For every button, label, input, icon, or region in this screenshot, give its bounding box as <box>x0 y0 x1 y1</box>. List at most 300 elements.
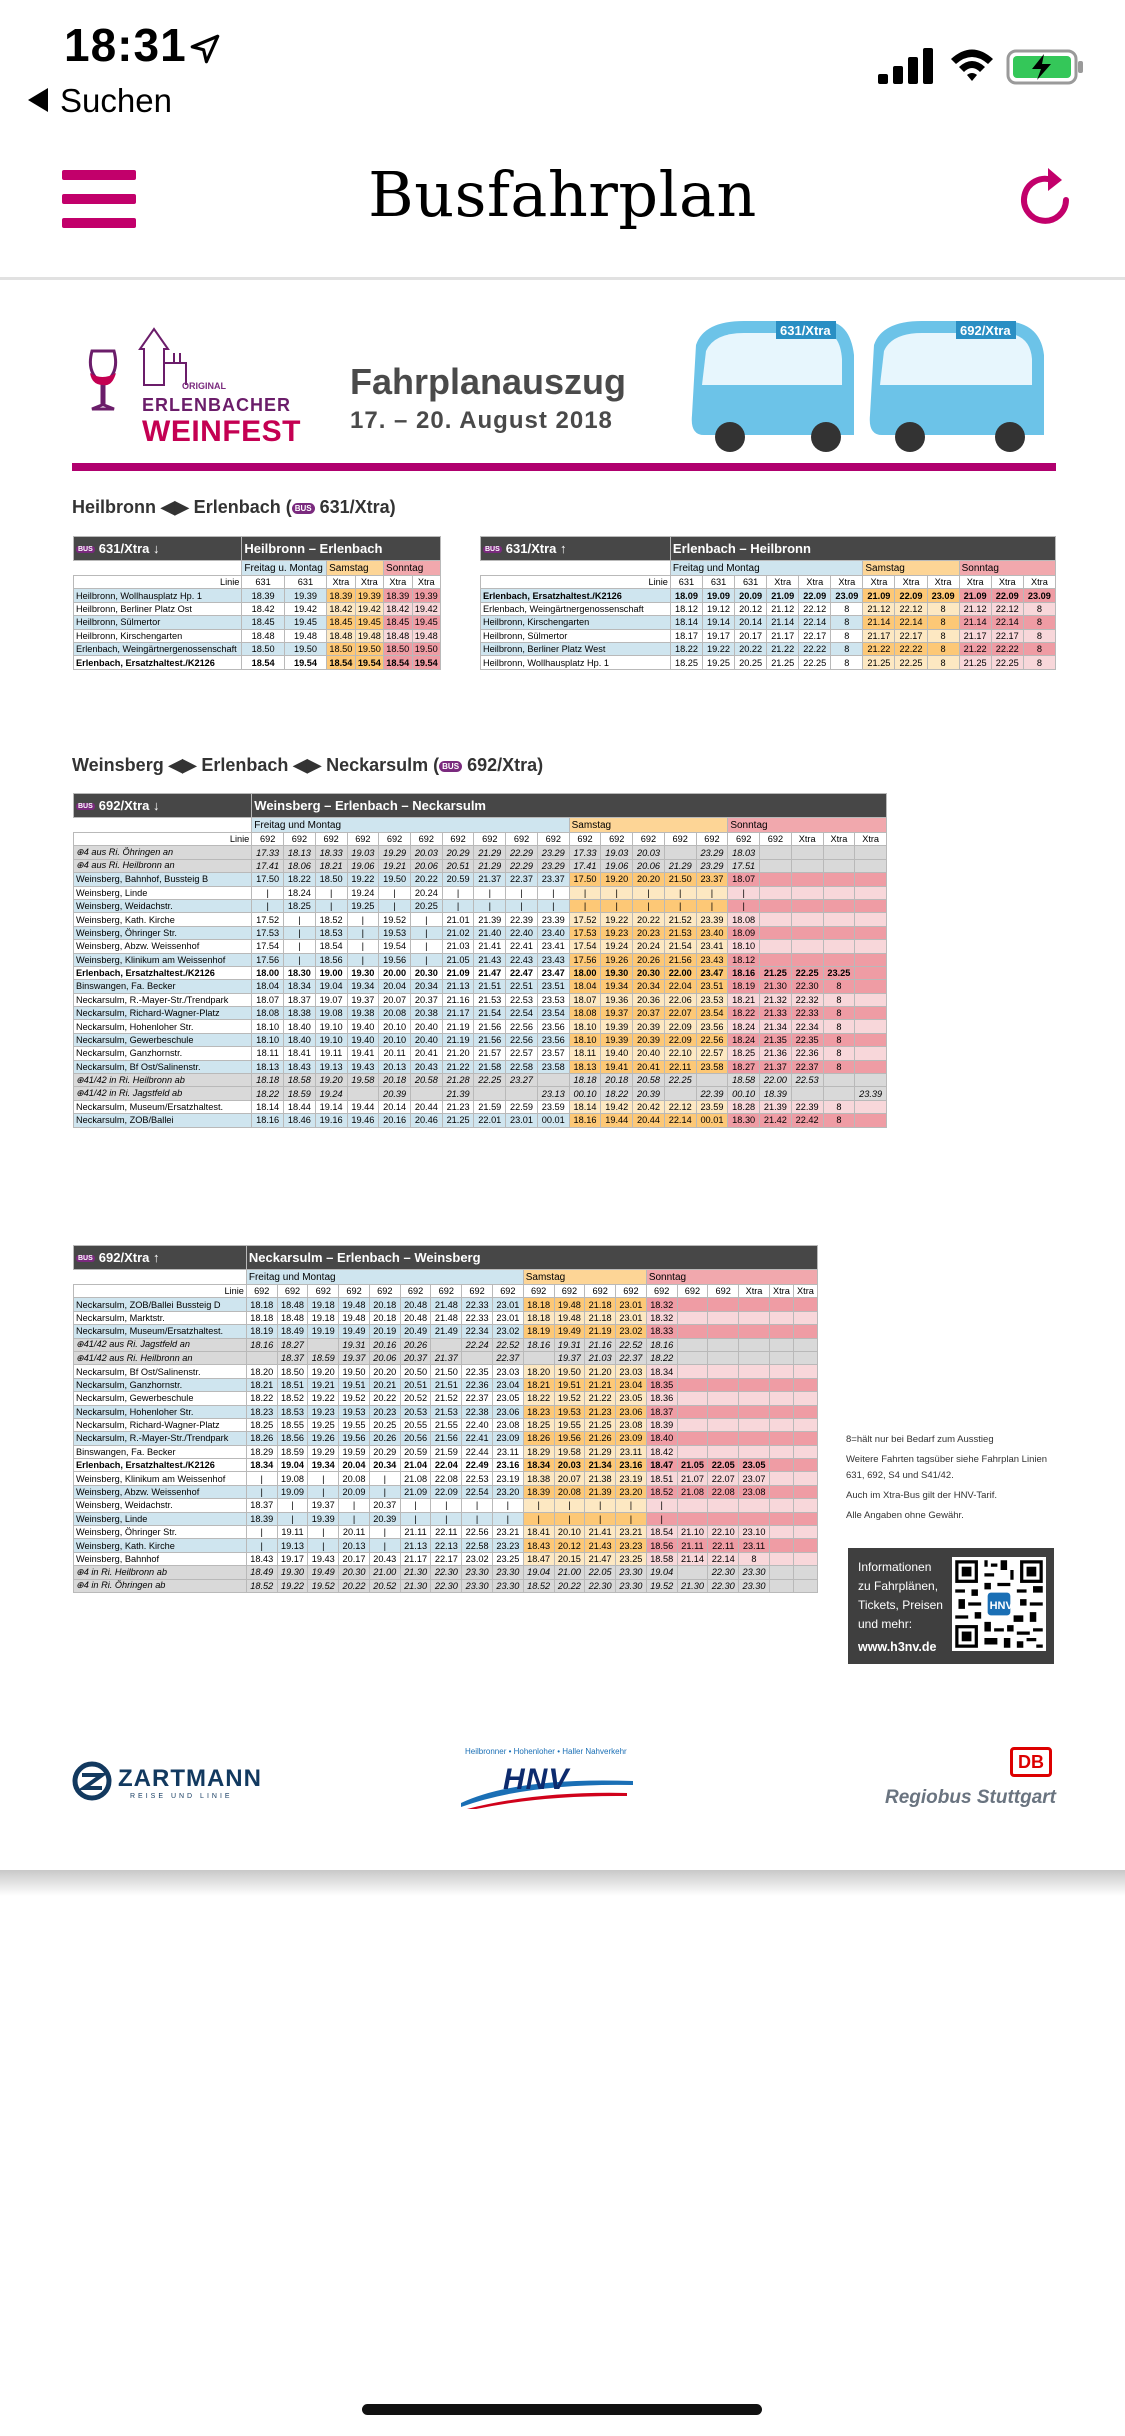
departure-time: 19.13 <box>315 1060 347 1073</box>
departure-time: 21.43 <box>585 1539 616 1552</box>
departure-time: 21.29 <box>474 846 506 859</box>
departure-time: 8 <box>927 602 959 615</box>
departure-time: 19.48 <box>339 1311 370 1324</box>
departure-time: 17.41 <box>569 859 601 872</box>
departure-time: 21.59 <box>474 1100 506 1113</box>
departure-time: 21.41 <box>585 1526 616 1539</box>
direction-label: Erlenbach – Heilbronn <box>670 537 1055 561</box>
table-row <box>74 1338 818 1351</box>
departure-time: 20.26 <box>369 1432 400 1445</box>
departure-time: 20.39 <box>633 1087 665 1100</box>
departure-time: 21.29 <box>585 1445 616 1458</box>
departure-time: 8 <box>739 1552 770 1565</box>
stop-name: Weinsberg, Abzw. Weissenhof <box>74 1485 247 1498</box>
departure-time: 21.52 <box>664 913 696 926</box>
line-number: Xtra <box>355 576 383 589</box>
departure-time: 18.24 <box>728 1020 760 1033</box>
service-day-label: Freitag und Montag <box>246 1270 523 1285</box>
table-row <box>74 1579 818 1592</box>
departure-time <box>708 1418 739 1431</box>
stop-name: Binswangen, Fa. Becker <box>74 1445 247 1458</box>
departure-time: 19.52 <box>554 1392 585 1405</box>
departure-time <box>739 1418 770 1431</box>
departure-time <box>793 1526 817 1539</box>
departure-time <box>769 1405 793 1418</box>
departure-time <box>823 953 855 966</box>
footnote: Auch im Xtra-Bus gilt der HNV-Tarif. <box>846 1490 997 1501</box>
departure-time: 19.04 <box>646 1566 677 1579</box>
wine-glass-icon <box>72 343 142 413</box>
departure-time <box>769 1432 793 1445</box>
table-row <box>74 1392 818 1405</box>
departure-time: 23.08 <box>616 1418 647 1431</box>
direction-label: Neckarsulm – Erlenbach – Weinsberg <box>246 1246 817 1270</box>
departure-time: 23.21 <box>492 1526 523 1539</box>
departure-time: 20.25 <box>735 656 767 669</box>
departure-time: 21.11 <box>677 1539 708 1552</box>
departure-time: 19.37 <box>554 1351 585 1364</box>
departure-time: 19.23 <box>308 1405 339 1418</box>
table-row <box>74 1325 818 1338</box>
departure-time: 18.00 <box>569 966 601 979</box>
departure-time: 21.34 <box>760 1020 792 1033</box>
departure-time: 22.07 <box>664 1007 696 1020</box>
departure-time: 22.53 <box>462 1472 493 1485</box>
departure-time: 19.56 <box>379 953 411 966</box>
departure-time: 20.07 <box>554 1472 585 1485</box>
departure-time <box>760 940 792 953</box>
departure-time: | <box>369 1539 400 1552</box>
departure-time: 20.16 <box>369 1338 400 1351</box>
departure-time: | <box>246 1485 277 1498</box>
table-row <box>74 1485 818 1498</box>
departure-time: 21.47 <box>585 1552 616 1565</box>
departure-time <box>769 1539 793 1552</box>
departure-time: 22.36 <box>791 1047 823 1060</box>
table-row <box>74 602 441 615</box>
departure-time: 21.03 <box>442 940 474 953</box>
departure-time <box>791 899 823 912</box>
departure-time: 18.16 <box>246 1338 277 1351</box>
departure-time: 21.58 <box>474 1060 506 1073</box>
departure-time: 22.24 <box>462 1338 493 1351</box>
timetable-document <box>0 285 1125 1885</box>
departure-time <box>793 1365 817 1378</box>
departure-time: 18.24 <box>728 1033 760 1046</box>
stop-name: Erlenbach, Ersatzhaltest./K2126 <box>74 656 242 669</box>
departure-time: 22.37 <box>616 1351 647 1364</box>
linie-label: Linie <box>481 576 671 589</box>
departure-time: 18.32 <box>646 1298 677 1311</box>
refresh-icon[interactable] <box>1016 166 1078 234</box>
line-number: Xtra <box>831 576 863 589</box>
departure-time: 21.35 <box>760 1033 792 1046</box>
departure-time: 19.14 <box>315 1100 347 1113</box>
departure-time: 23.57 <box>537 1047 569 1060</box>
departure-time: 22.17 <box>431 1552 462 1565</box>
table-row <box>74 993 887 1006</box>
stop-name: Weinsberg, Öhringer Str. <box>74 926 252 939</box>
departure-time: 21.56 <box>474 1033 506 1046</box>
departure-time: 20.20 <box>633 873 665 886</box>
departure-time: 20.51 <box>442 859 474 872</box>
departure-time: 18.32 <box>646 1311 677 1324</box>
departure-time: 19.21 <box>379 859 411 872</box>
table-row <box>74 1087 887 1100</box>
line-number: 692 <box>708 1285 739 1298</box>
departure-time: 20.11 <box>379 1047 411 1060</box>
departure-time: 21.25 <box>959 656 991 669</box>
departure-time: 18.48 <box>277 1311 308 1324</box>
departure-time: 20.25 <box>369 1418 400 1431</box>
line-number: 692 <box>569 833 601 846</box>
departure-time: 20.09 <box>735 589 767 602</box>
table-row <box>74 1499 818 1512</box>
departure-time: | <box>284 953 316 966</box>
departure-time: 23.21 <box>616 1526 647 1539</box>
departure-time <box>855 966 887 979</box>
line-number: Xtra <box>863 576 895 589</box>
departure-time: 21.16 <box>442 993 474 1006</box>
departure-time: 22.57 <box>696 1047 728 1060</box>
departure-time <box>708 1351 739 1364</box>
footnote: 8=hält nur bei Bedarf zum Ausstieg <box>846 1434 994 1445</box>
departure-time: 19.22 <box>277 1579 308 1592</box>
departure-time: 19.40 <box>347 1020 379 1033</box>
departure-time <box>855 899 887 912</box>
departure-time <box>537 1074 569 1087</box>
departure-time: 23.43 <box>696 953 728 966</box>
departure-time: 20.40 <box>633 1047 665 1060</box>
departure-time: 20.22 <box>369 1392 400 1405</box>
logo-erlenbacher-text: ERLENBACHER <box>142 395 292 415</box>
table-row <box>74 1566 818 1579</box>
departure-time: 18.06 <box>284 859 316 872</box>
departure-time: 17.54 <box>569 940 601 953</box>
departure-time: 20.22 <box>410 873 442 886</box>
departure-time: 18.50 <box>277 1365 308 1378</box>
departure-time: 23.16 <box>616 1459 647 1472</box>
departure-time: 18.10 <box>569 1033 601 1046</box>
table-row <box>74 1512 818 1525</box>
departure-time: 8 <box>927 616 959 629</box>
departure-time <box>791 940 823 953</box>
departure-time: 18.34 <box>246 1459 277 1472</box>
timetable-header-row <box>481 537 1056 561</box>
departure-time: 23.30 <box>739 1566 770 1579</box>
departure-time: | <box>431 1512 462 1525</box>
departure-time: 19.22 <box>703 642 735 655</box>
departure-time: 23.25 <box>823 966 855 979</box>
departure-time: 21.22 <box>442 1060 474 1073</box>
departure-time: 20.22 <box>735 642 767 655</box>
departure-time <box>855 993 887 1006</box>
departure-time <box>769 1512 793 1525</box>
departure-time <box>739 1338 770 1351</box>
table-row <box>74 1298 818 1311</box>
departure-time: | <box>410 926 442 939</box>
departure-time: 22.47 <box>506 966 538 979</box>
departure-time: 22.52 <box>492 1338 523 1351</box>
departure-time <box>769 1338 793 1351</box>
departure-time: 20.18 <box>379 1074 411 1087</box>
stop-name: Neckarsulm, Bf Ost/Salinenstr. <box>74 1365 247 1378</box>
departure-time: 18.11 <box>252 1047 284 1060</box>
departure-time <box>769 1472 793 1485</box>
departure-time: 23.05 <box>739 1459 770 1472</box>
service-days-row <box>74 1270 818 1285</box>
departure-time: 18.04 <box>569 980 601 993</box>
departure-time: 23.01 <box>506 1114 538 1127</box>
footnote: Weitere Fahrten tagsüber siehe Fahrplan Linien 631, 692, S4 und S41/42. <box>846 1454 1048 1481</box>
footer-logos <box>72 1747 1056 1817</box>
info-line: und mehr: <box>858 1617 913 1631</box>
departure-time: 19.40 <box>601 1047 633 1060</box>
departure-time: | <box>601 899 633 912</box>
departure-time: 21.09 <box>863 589 895 602</box>
weinfest-logo <box>72 323 301 448</box>
departure-time: 21.21 <box>585 1378 616 1391</box>
departure-time <box>855 926 887 939</box>
departure-time: 20.08 <box>379 1007 411 1020</box>
departure-time: 20.34 <box>633 980 665 993</box>
zartmann-emblem-icon <box>72 1761 112 1801</box>
stop-name: Heilbronn, Sülmertor <box>481 629 671 642</box>
departure-time: | <box>339 1512 370 1525</box>
departure-time: 19.43 <box>347 1060 379 1073</box>
departure-time: 19.04 <box>277 1459 308 1472</box>
departure-time: 21.40 <box>474 926 506 939</box>
line-number: 692 <box>554 1285 585 1298</box>
departure-time: 21.55 <box>431 1418 462 1431</box>
departure-time: 22.49 <box>462 1459 493 1472</box>
departure-time: 22.41 <box>462 1432 493 1445</box>
departure-time: 18.22 <box>284 873 316 886</box>
departure-time: 22.17 <box>799 629 831 642</box>
departure-time: | <box>308 1472 339 1485</box>
departure-time: 19.18 <box>308 1298 339 1311</box>
departure-time: 18.59 <box>308 1351 339 1364</box>
departure-time: 21.33 <box>760 1007 792 1020</box>
departure-time: 18.28 <box>728 1100 760 1113</box>
service-day-label: Samstag <box>327 561 384 576</box>
departure-time <box>769 1392 793 1405</box>
departure-time: 22.54 <box>506 1007 538 1020</box>
departure-time: | <box>696 899 728 912</box>
bus-badge-icon: BUS <box>485 546 500 554</box>
line-number: 692 <box>633 833 665 846</box>
departure-time <box>791 886 823 899</box>
departure-time: 23.03 <box>616 1365 647 1378</box>
departure-time: 19.39 <box>601 1033 633 1046</box>
bus-badge-icon: BUS <box>292 503 315 514</box>
info-url-link[interactable]: www.h3nv.de <box>858 1640 937 1654</box>
departure-time: 21.39 <box>442 1087 474 1100</box>
departure-time: 19.39 <box>308 1512 339 1525</box>
departure-time <box>739 1351 770 1364</box>
departure-time: 18.54 <box>315 940 347 953</box>
departure-time: 20.16 <box>379 1114 411 1127</box>
departure-time: | <box>646 1499 677 1512</box>
departure-time: 21.51 <box>431 1378 462 1391</box>
departure-time: 21.20 <box>442 1047 474 1060</box>
departure-time: 23.11 <box>492 1445 523 1458</box>
departure-time: 23.11 <box>616 1445 647 1458</box>
departure-time: 19.31 <box>339 1338 370 1351</box>
departure-time: 18.10 <box>252 1033 284 1046</box>
departure-time <box>793 1298 817 1311</box>
departure-time: 21.23 <box>585 1405 616 1418</box>
departure-time: 22.17 <box>991 629 1023 642</box>
departure-time: 23.30 <box>462 1579 493 1592</box>
table-row <box>74 1047 887 1060</box>
departure-time: 22.35 <box>791 1033 823 1046</box>
departure-time: | <box>506 899 538 912</box>
hnv-tagline: Heilbronner • Hohenloher • Haller Nahverkehr <box>465 1747 627 1756</box>
line-number: 631 <box>284 576 326 589</box>
departure-time: 18.41 <box>523 1526 554 1539</box>
line-number: Xtra <box>769 1285 793 1298</box>
departure-time: 18.39 <box>646 1418 677 1431</box>
departure-time: 23.51 <box>537 980 569 993</box>
line-number: 692 <box>379 833 411 846</box>
departure-time <box>793 1325 817 1338</box>
departure-time <box>708 1512 739 1525</box>
departure-time: 18.21 <box>246 1378 277 1391</box>
departure-time: 18.54 <box>384 656 412 669</box>
bus-badge-icon: BUS <box>78 803 93 811</box>
table-row <box>74 1432 818 1445</box>
stop-name: Neckarsulm, R.-Mayer-Str./Trendpark <box>74 993 252 1006</box>
departure-time: | <box>537 886 569 899</box>
table-row <box>74 642 441 655</box>
departure-time: 20.56 <box>400 1432 431 1445</box>
departure-time: 18.03 <box>728 846 760 859</box>
departure-time: 18.51 <box>646 1472 677 1485</box>
departure-time: 21.10 <box>677 1526 708 1539</box>
table-row <box>74 1472 818 1485</box>
departure-time: 18.59 <box>277 1445 308 1458</box>
departure-time <box>823 859 855 872</box>
back-to-search-button[interactable] <box>28 82 172 120</box>
departure-time: 19.50 <box>412 642 441 655</box>
departure-time: | <box>410 953 442 966</box>
linie-label: Linie <box>74 576 242 589</box>
departure-time: 20.20 <box>369 1365 400 1378</box>
departure-time <box>855 1100 887 1113</box>
departure-time: 18.22 <box>601 1087 633 1100</box>
departure-time: 19.12 <box>703 602 735 615</box>
stop-name: Neckarsulm, Marktstr. <box>74 1311 247 1324</box>
departure-time: 19.36 <box>601 993 633 1006</box>
departure-time: 18.07 <box>728 873 760 886</box>
home-indicator[interactable] <box>362 2404 762 2415</box>
departure-time: 19.29 <box>308 1445 339 1458</box>
departure-time: 18.48 <box>384 629 412 642</box>
departure-time: 23.29 <box>537 846 569 859</box>
line-number: 692 <box>442 833 474 846</box>
departure-time: 23.08 <box>739 1485 770 1498</box>
departure-time: 19.53 <box>379 926 411 939</box>
bus-badge-icon: BUS <box>78 546 93 554</box>
departure-time: 18.33 <box>646 1325 677 1338</box>
line-number: Xtra <box>799 576 831 589</box>
departure-time: 22.14 <box>799 616 831 629</box>
departure-time: 22.35 <box>462 1365 493 1378</box>
departure-time <box>677 1499 708 1512</box>
departure-time: | <box>315 886 347 899</box>
stop-name: Heilbronn, Sülmertor <box>74 616 242 629</box>
departure-time: 21.53 <box>474 993 506 1006</box>
stop-name: Neckarsulm, Ganzhornstr. <box>74 1047 252 1060</box>
departure-time: 23.05 <box>616 1392 647 1405</box>
departure-time: 19.51 <box>339 1378 370 1391</box>
table-row <box>74 1020 887 1033</box>
departure-time: 21.07 <box>677 1472 708 1485</box>
departure-time: 21.22 <box>959 642 991 655</box>
departure-time <box>769 1445 793 1458</box>
departure-time: 20.11 <box>339 1526 370 1539</box>
departure-time <box>347 1087 379 1100</box>
departure-time: 23.02 <box>492 1325 523 1338</box>
departure-time: 22.05 <box>585 1566 616 1579</box>
stop-name: Weinsberg, Bahnhof, Bussteig B <box>74 873 252 886</box>
departure-time: 21.13 <box>400 1539 431 1552</box>
departure-time: 18.37 <box>284 993 316 1006</box>
departure-time <box>769 1351 793 1364</box>
departure-time: 22.59 <box>506 1100 538 1113</box>
departure-time: 18.16 <box>252 1114 284 1127</box>
departure-time <box>677 1392 708 1405</box>
departure-time: | <box>616 1499 647 1512</box>
departure-time: 18.52 <box>646 1485 677 1498</box>
departure-time: 21.17 <box>863 629 895 642</box>
stop-name: Erlenbach, Ersatzhaltest./K2126 <box>481 589 671 602</box>
departure-time: 18.50 <box>384 642 412 655</box>
departure-time: 19.38 <box>347 1007 379 1020</box>
departure-time: 19.07 <box>315 993 347 1006</box>
departure-time: 8 <box>1023 642 1055 655</box>
departure-time: 19.21 <box>308 1378 339 1391</box>
departure-time: 22.14 <box>664 1114 696 1127</box>
departure-time: 23.06 <box>616 1405 647 1418</box>
departure-time: 23.37 <box>696 873 728 886</box>
departure-time: 19.43 <box>308 1552 339 1565</box>
departure-time: 19.08 <box>277 1472 308 1485</box>
departure-time: | <box>246 1539 277 1552</box>
departure-time: 18.20 <box>523 1365 554 1378</box>
departure-time: 18.45 <box>384 616 412 629</box>
logo-weinfest-text: WEINFEST <box>142 415 301 448</box>
line-number: 692 <box>246 1285 277 1298</box>
departure-time: 23.09 <box>831 589 863 602</box>
status-bar <box>0 0 1125 130</box>
line-number: 692 <box>252 833 284 846</box>
departure-time: 20.23 <box>369 1405 400 1418</box>
departure-time <box>739 1311 770 1324</box>
stop-name: Heilbronn, Berliner Platz Ost <box>74 602 242 615</box>
departure-time: 23.30 <box>462 1566 493 1579</box>
departure-time: 21.23 <box>442 1100 474 1113</box>
departure-time: 18.42 <box>242 602 284 615</box>
service-day-label: Sonntag <box>384 561 441 576</box>
departure-time: 20.59 <box>400 1445 431 1458</box>
info-line: Informationen <box>858 1560 932 1574</box>
departure-time: 18.19 <box>728 980 760 993</box>
departure-time: 21.26 <box>585 1432 616 1445</box>
departure-time: 23.30 <box>616 1566 647 1579</box>
service-days-row <box>481 561 1056 576</box>
